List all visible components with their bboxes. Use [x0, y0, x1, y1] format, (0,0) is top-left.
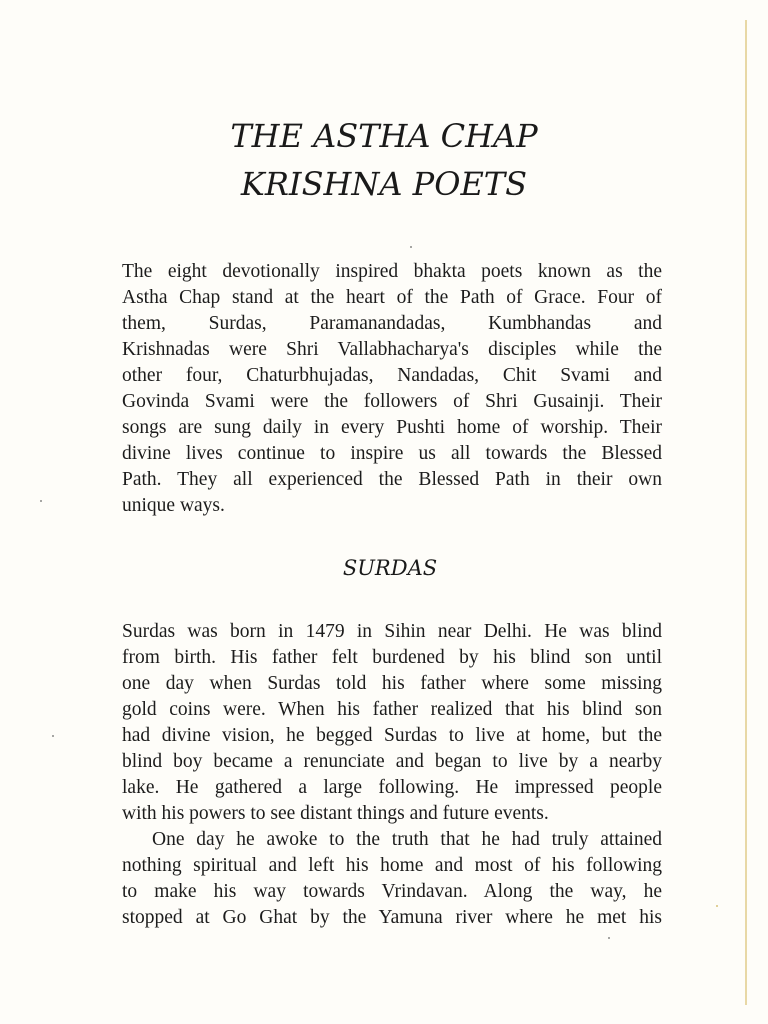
- surdas-line: blind boy became a renunciate and began to live by a nearby: [122, 751, 662, 772]
- intro-line: The eight devotionally inspired bhakta poets known as the: [122, 261, 662, 282]
- intro-line: them, Surdas, Paramanandadas, Kumbhandas and: [122, 313, 662, 334]
- intro-line: other four, Chaturbhujadas, Nandadas, Chit Svami and: [122, 365, 662, 386]
- scan-speck: [716, 905, 718, 907]
- section-heading-surdas: SURDAS: [342, 556, 438, 580]
- surdas-line: with his powers to see distant things and future events.: [122, 803, 549, 824]
- intro-line: unique ways.: [122, 495, 225, 516]
- surdas-line: One day he awoke to the truth that he had truly attained: [152, 829, 662, 850]
- surdas-paragraph: [122, 619, 662, 931]
- intro-line: Govinda Svami were the followers of Shri Gusainji. Their: [122, 391, 662, 412]
- scan-speck: [608, 937, 610, 939]
- surdas-line: nothing spiritual and left his home and most of his following: [122, 855, 662, 876]
- intro-line: Astha Chap stand at the heart of the Path of Grace. Four of: [122, 287, 662, 308]
- title-line-2: KRISHNA POETS: [240, 165, 528, 203]
- surdas-line: lake. He gathered a large following. He impressed people: [122, 777, 662, 798]
- surdas-line: stopped at Go Ghat by the Yamuna river where he met his: [122, 907, 662, 928]
- scan-speck: [410, 246, 412, 248]
- intro-line: Path. They all experienced the Blessed Path in their own: [122, 469, 662, 490]
- surdas-line: Surdas was born in 1479 in Sihin near Delhi. He was blind: [122, 621, 662, 642]
- intro-line: Krishnadas were Shri Vallabhacharya's disciples while the: [122, 339, 662, 360]
- title-line-1: THE ASTHA CHAP: [230, 117, 538, 155]
- surdas-line: to make his way towards Vrindavan. Along the way, he: [122, 881, 662, 902]
- surdas-line: from birth. His father felt burdened by his blind son until: [122, 647, 662, 668]
- intro-line: songs are sung daily in every Pushti home of worship. Their: [122, 417, 662, 438]
- surdas-line: gold coins were. When his father realized that his blind son: [122, 699, 662, 720]
- intro-paragraph: [122, 259, 662, 519]
- scan-speck: [40, 500, 42, 502]
- intro-line: divine lives continue to inspire us all towards the Blessed: [122, 443, 662, 464]
- page-title: [0, 112, 768, 208]
- surdas-line: one day when Surdas told his father where some missing: [122, 673, 662, 694]
- surdas-line: had divine vision, he begged Surdas to live at home, but the: [122, 725, 662, 746]
- scan-speck: [52, 735, 54, 737]
